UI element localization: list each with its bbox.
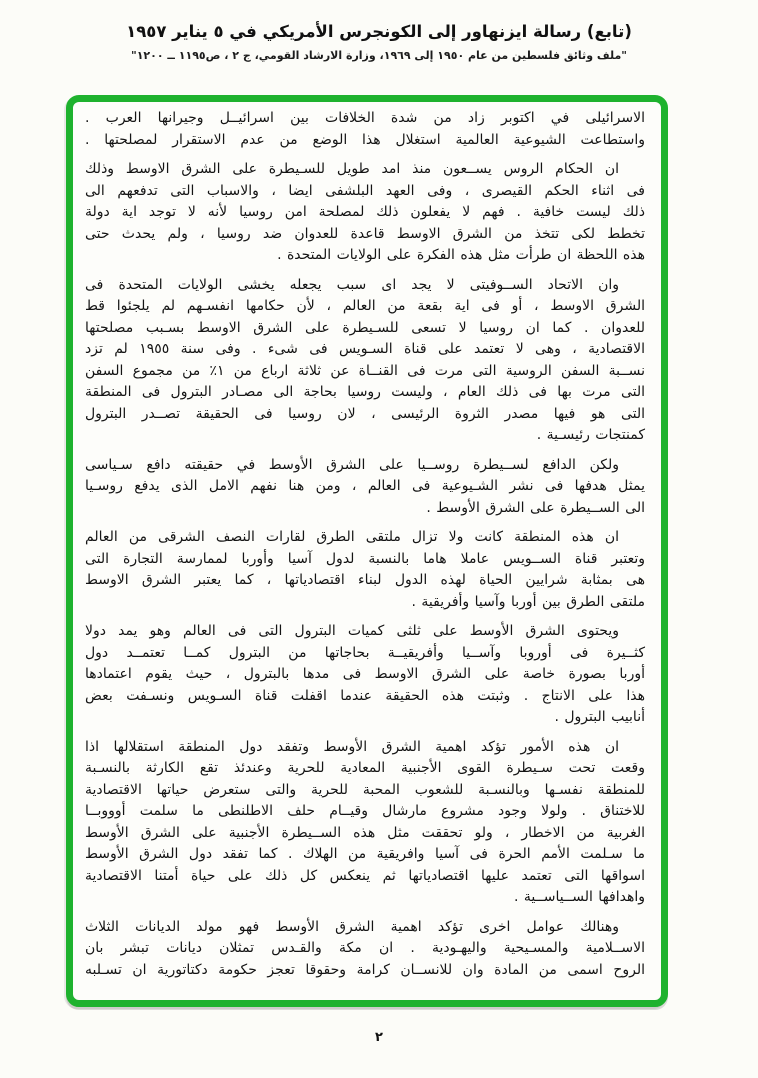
text-line: كمنتجات رئيسـية . bbox=[536, 427, 645, 443]
paragraph bbox=[85, 621, 645, 729]
text-line: وان الاتحاد الســوفيتى لا يجد اى سبب يجعله يخشى الولايات المتحدة فى bbox=[85, 276, 619, 293]
page-footer bbox=[0, 1030, 758, 1045]
body-text bbox=[85, 108, 645, 981]
text-line: تخطط لكى تتخذ من الشرق الاوسط قاعدة للعدوان ضد روسيا ، ولم يحدث حتى bbox=[85, 225, 645, 242]
paragraph bbox=[85, 737, 645, 909]
page-number: ٢ bbox=[375, 1030, 383, 1045]
text-line: وتعتبر قناة الســويس عاملا هاما بالنسبة لدول آسيا وأوربا لممارسة التجارة التى bbox=[85, 550, 645, 567]
text-line: الاسرائيلى في اكتوبر زاد من شدة الخلافات بين اسرائيــل وجيرانها العرب . bbox=[85, 110, 645, 126]
paragraph bbox=[85, 275, 645, 447]
text-line: هذا على الانتاج . وثبتت هذه الحقيقة عندما اقفلت قناة السـويس ونسـفت بعض bbox=[85, 687, 645, 704]
source-citation: "ملف وثائق فلسطين من عام ١٩٥٠ إلى ١٩٦٩، وزارة الارشاد القومي، ج ٢ ، ص١١٩٥ ــ ١٢٠٠" bbox=[130, 49, 627, 62]
paragraph bbox=[85, 108, 645, 151]
text-line: ان هذه المنطقة كانت ولا تزال ملتقى الطرق لقارات النصف الشرقى من العالم bbox=[85, 529, 619, 545]
text-line: ان الحكام الروس يســعون منذ امد طويل للسـيطرة على الشرق الاوسط وذلك bbox=[85, 161, 619, 177]
text-line: الاقتصادية ، وهى لا تعتمد على قناة السـويس فى شىء . وفى سنة ١٩٥٥ لم تزد bbox=[85, 341, 645, 357]
text-line: واهدافها الســياســية . bbox=[513, 889, 645, 905]
text-line: اسواقها التى تعتمد عليها اقتصادياتها ثم ينعكس كل ذلك على حياة أمتنا الاقتصادية bbox=[85, 867, 645, 884]
text-line: للاختناق . ولولا وجود مشروع مارشال وقيــام حلف الاطلنطى ما سلمت أوووبــا bbox=[85, 803, 645, 819]
text-line: كثــيرة فى أوروبا وآســيا وأفريقيــة بحاجاتها من البترول كمــا تعتمــد دول bbox=[85, 644, 645, 661]
paragraph bbox=[85, 455, 645, 520]
text-line: للعدوان . كما ان روسيا لا تسعى للسـيطرة على الشرق الاوسط بسـبب مصلحتها bbox=[85, 319, 645, 336]
page-header bbox=[0, 0, 758, 62]
text-line: ولكن الدافع لســيطرة روســيا على الشرق الأوسط في حقيقته دافع سـياسى bbox=[85, 456, 619, 473]
text-line: الاســلامية والمسـيحية واليهـودية . ان مكة والقـدس تمثلان ديانات تبشر بان bbox=[85, 940, 645, 956]
paragraph bbox=[85, 159, 645, 267]
text-line: ذلك ليست خافية . فهم لا يفعلون ذلك لمصلحة امن روسيا لأنه لا توجد اية دولة bbox=[85, 204, 645, 220]
text-line: الروح اسمى من المادة وان للانســان كرامة وحقوقا تعجز حكومة دكتاتورية ان تسـلبه bbox=[85, 961, 645, 978]
text-line: نســبة السفن الروسية التى مرت فى القنــاة عن ثلاثة ارباع من ١٪ من مجموع السفن bbox=[85, 362, 645, 379]
text-line: هى بمثابة شرايين الحياة لهذه الدول لبناء اقتصادياتها ، كما يعتبر الشرق الاوسط bbox=[85, 572, 645, 588]
text-line: الى الســيطرة على الشرق الأوسط . bbox=[426, 499, 645, 516]
text-line: ما سـلمت الأمم الحرة فى آسيا وافريقية من الهلاك . كما تفقد دول الشرق الأوسط bbox=[85, 846, 645, 862]
text-line: وهنالك عوامل اخرى تؤكد اهمية الشرق الأوسط فهو مولد الديانات الثلاث bbox=[85, 918, 619, 935]
text-line: واستطاعت الشيوعية العالمية استغلال هذا الوضع من عدم الاستقرار لمصلحتها . bbox=[85, 131, 645, 148]
text-line: ان هذه الأمور تؤكد اهمية الشرق الأوسط وتفقد دول المنطقة استقلالها اذا bbox=[85, 738, 619, 755]
text-line: يمثل هدفها فى نشر الشـيوعية فى العالم ، ومن هنا نفهم الامل الذى يدفع روسـيا bbox=[85, 478, 645, 494]
green-highlight-box bbox=[66, 95, 668, 1007]
document-title: (تابع) رسالة ايزنهاور إلى الكونجرس الأمريكي في ٥ يناير ١٩٥٧ bbox=[126, 22, 632, 41]
paragraph bbox=[85, 917, 645, 982]
text-line: هذه اللحظة ان طرأت مثل هذه الفكرة على الولايات المتحدة . bbox=[277, 247, 645, 263]
text-line: الغربية من الاخطار ، ولو تحققت مثل هذه الســيطرة الأجنبية على الشرق الأوسط bbox=[85, 824, 645, 841]
text-line: أنابيب البترول . bbox=[554, 709, 645, 725]
text-line: الشرق الاوسط ، أو فى اية بقعة من العالم ، لأن حكامها انفسـهم لم يلجئوا قط bbox=[85, 298, 645, 314]
text-line: للمنطقة نفسـها وبالنسـبة للشعوب المحبة للحرية والتى ستعرض حياتها الاقتصادية bbox=[85, 781, 645, 798]
text-line: فى اثناء الحكم القيصرى ، وفى العهد البلشفى ايضا ، والاسباب التى تدفعهم الى bbox=[85, 182, 645, 199]
text-line: التى مرت بها فى ذلك العام ، وليست روسيا بحاجة الى مصـادر البترول فى المنطقة bbox=[85, 384, 645, 400]
text-line: التى هو فيها مصدر الثروة الرئيسى ، لان روسيا فى الحقيقة تصــدر البترول bbox=[85, 405, 645, 422]
paragraph bbox=[85, 527, 645, 613]
text-line: ويحتوى الشرق الأوسط على ثلثى كميات البترول التى فى العالم وهو يمد دولا bbox=[85, 623, 619, 639]
text-line: أوربا بصورة خاصة على الشرق الاوسط فى مدها بالبترول ، حيث يقوم اعتمادها bbox=[85, 666, 645, 682]
text-line: وقعت تحت سـيطرة القوى الأجنبية المعادية للحرية وعندئذ تقع الكارثة بالنسـبة bbox=[85, 760, 645, 776]
text-line: ملتقى الطرق بين أوربا وآسيا وأفريقية . bbox=[411, 593, 645, 610]
